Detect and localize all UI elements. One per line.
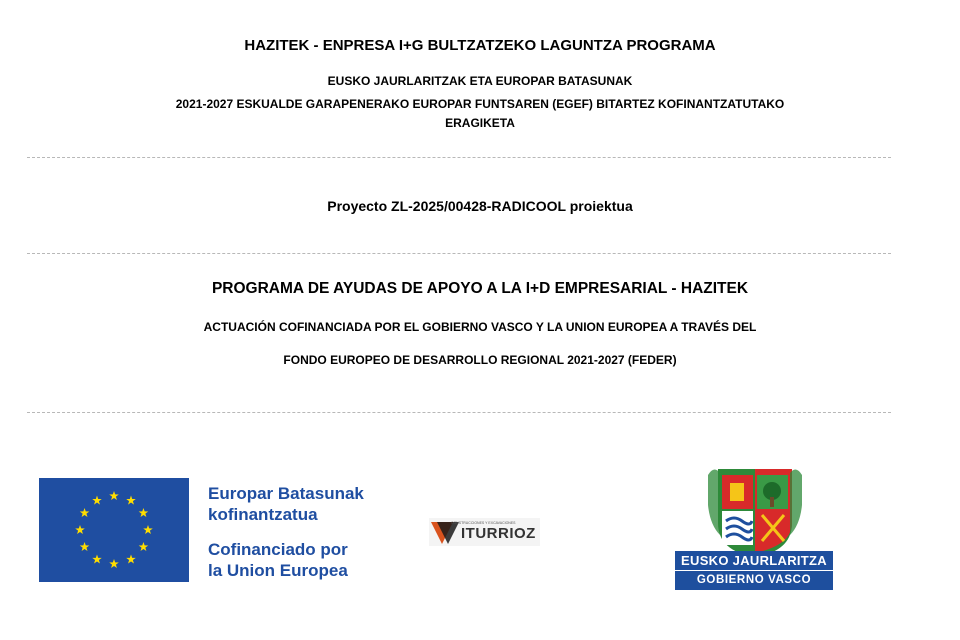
iturrioz-mark-icon [431, 522, 459, 544]
subtitle-es-1: ACTUACIÓN COFINANCIADA POR EL GOBIERNO VASCO Y LA UNION EUROPEA A TRAVÉS DEL [203, 320, 757, 334]
eu-text-es-2: la Union Europea [208, 561, 348, 580]
eu-flag-icon [39, 478, 189, 582]
subtitle-es-2: FONDO EUROPEO DE DESARROLLO REGIONAL 2021-2027 (FEDER) [283, 353, 677, 367]
divider [27, 253, 891, 254]
iturrioz-name: ITURRIOZ [461, 525, 536, 542]
basque-coat-of-arms-icon [706, 465, 804, 557]
eu-text-es-1: Cofinanciado por [208, 540, 348, 559]
eu-text-eus-2: kofinantzatua [208, 505, 318, 524]
eusko-jaurlaritza-text: EUSKO JAURLARITZA [681, 553, 827, 568]
eu-text-eus-1: Europar Batasunak [208, 484, 364, 503]
title-eus: HAZITEK - ENPRESA I+G BULTZATZEKO LAGUNTZA PROGRAMA [244, 37, 716, 54]
subtitle-eus-1: EUSKO JAURLARITZAK ETA EUROPAR BATASUNAK [327, 74, 633, 88]
divider [27, 412, 891, 413]
gobierno-vasco-text: GOBIERNO VASCO [696, 574, 812, 586]
divider [27, 157, 891, 158]
iturrioz-tagline: CONSTRUCCIONES Y EXCAVACIONES [451, 521, 516, 525]
title-es: PROGRAMA DE AYUDAS DE APOYO A LA I+D EMPRESARIAL - HAZITEK [211, 280, 749, 297]
subtitle-eus-2: 2021-2027 ESKUALDE GARAPENERAKO EUROPAR FUNTSAREN (EGEF) BITARTEZ KOFINANTZATUTAKO [175, 97, 785, 111]
project-label: Proyecto ZL-2025/00428-RADICOOL proiektua [327, 198, 633, 214]
subtitle-eus-3: ERAGIKETA [445, 116, 515, 130]
